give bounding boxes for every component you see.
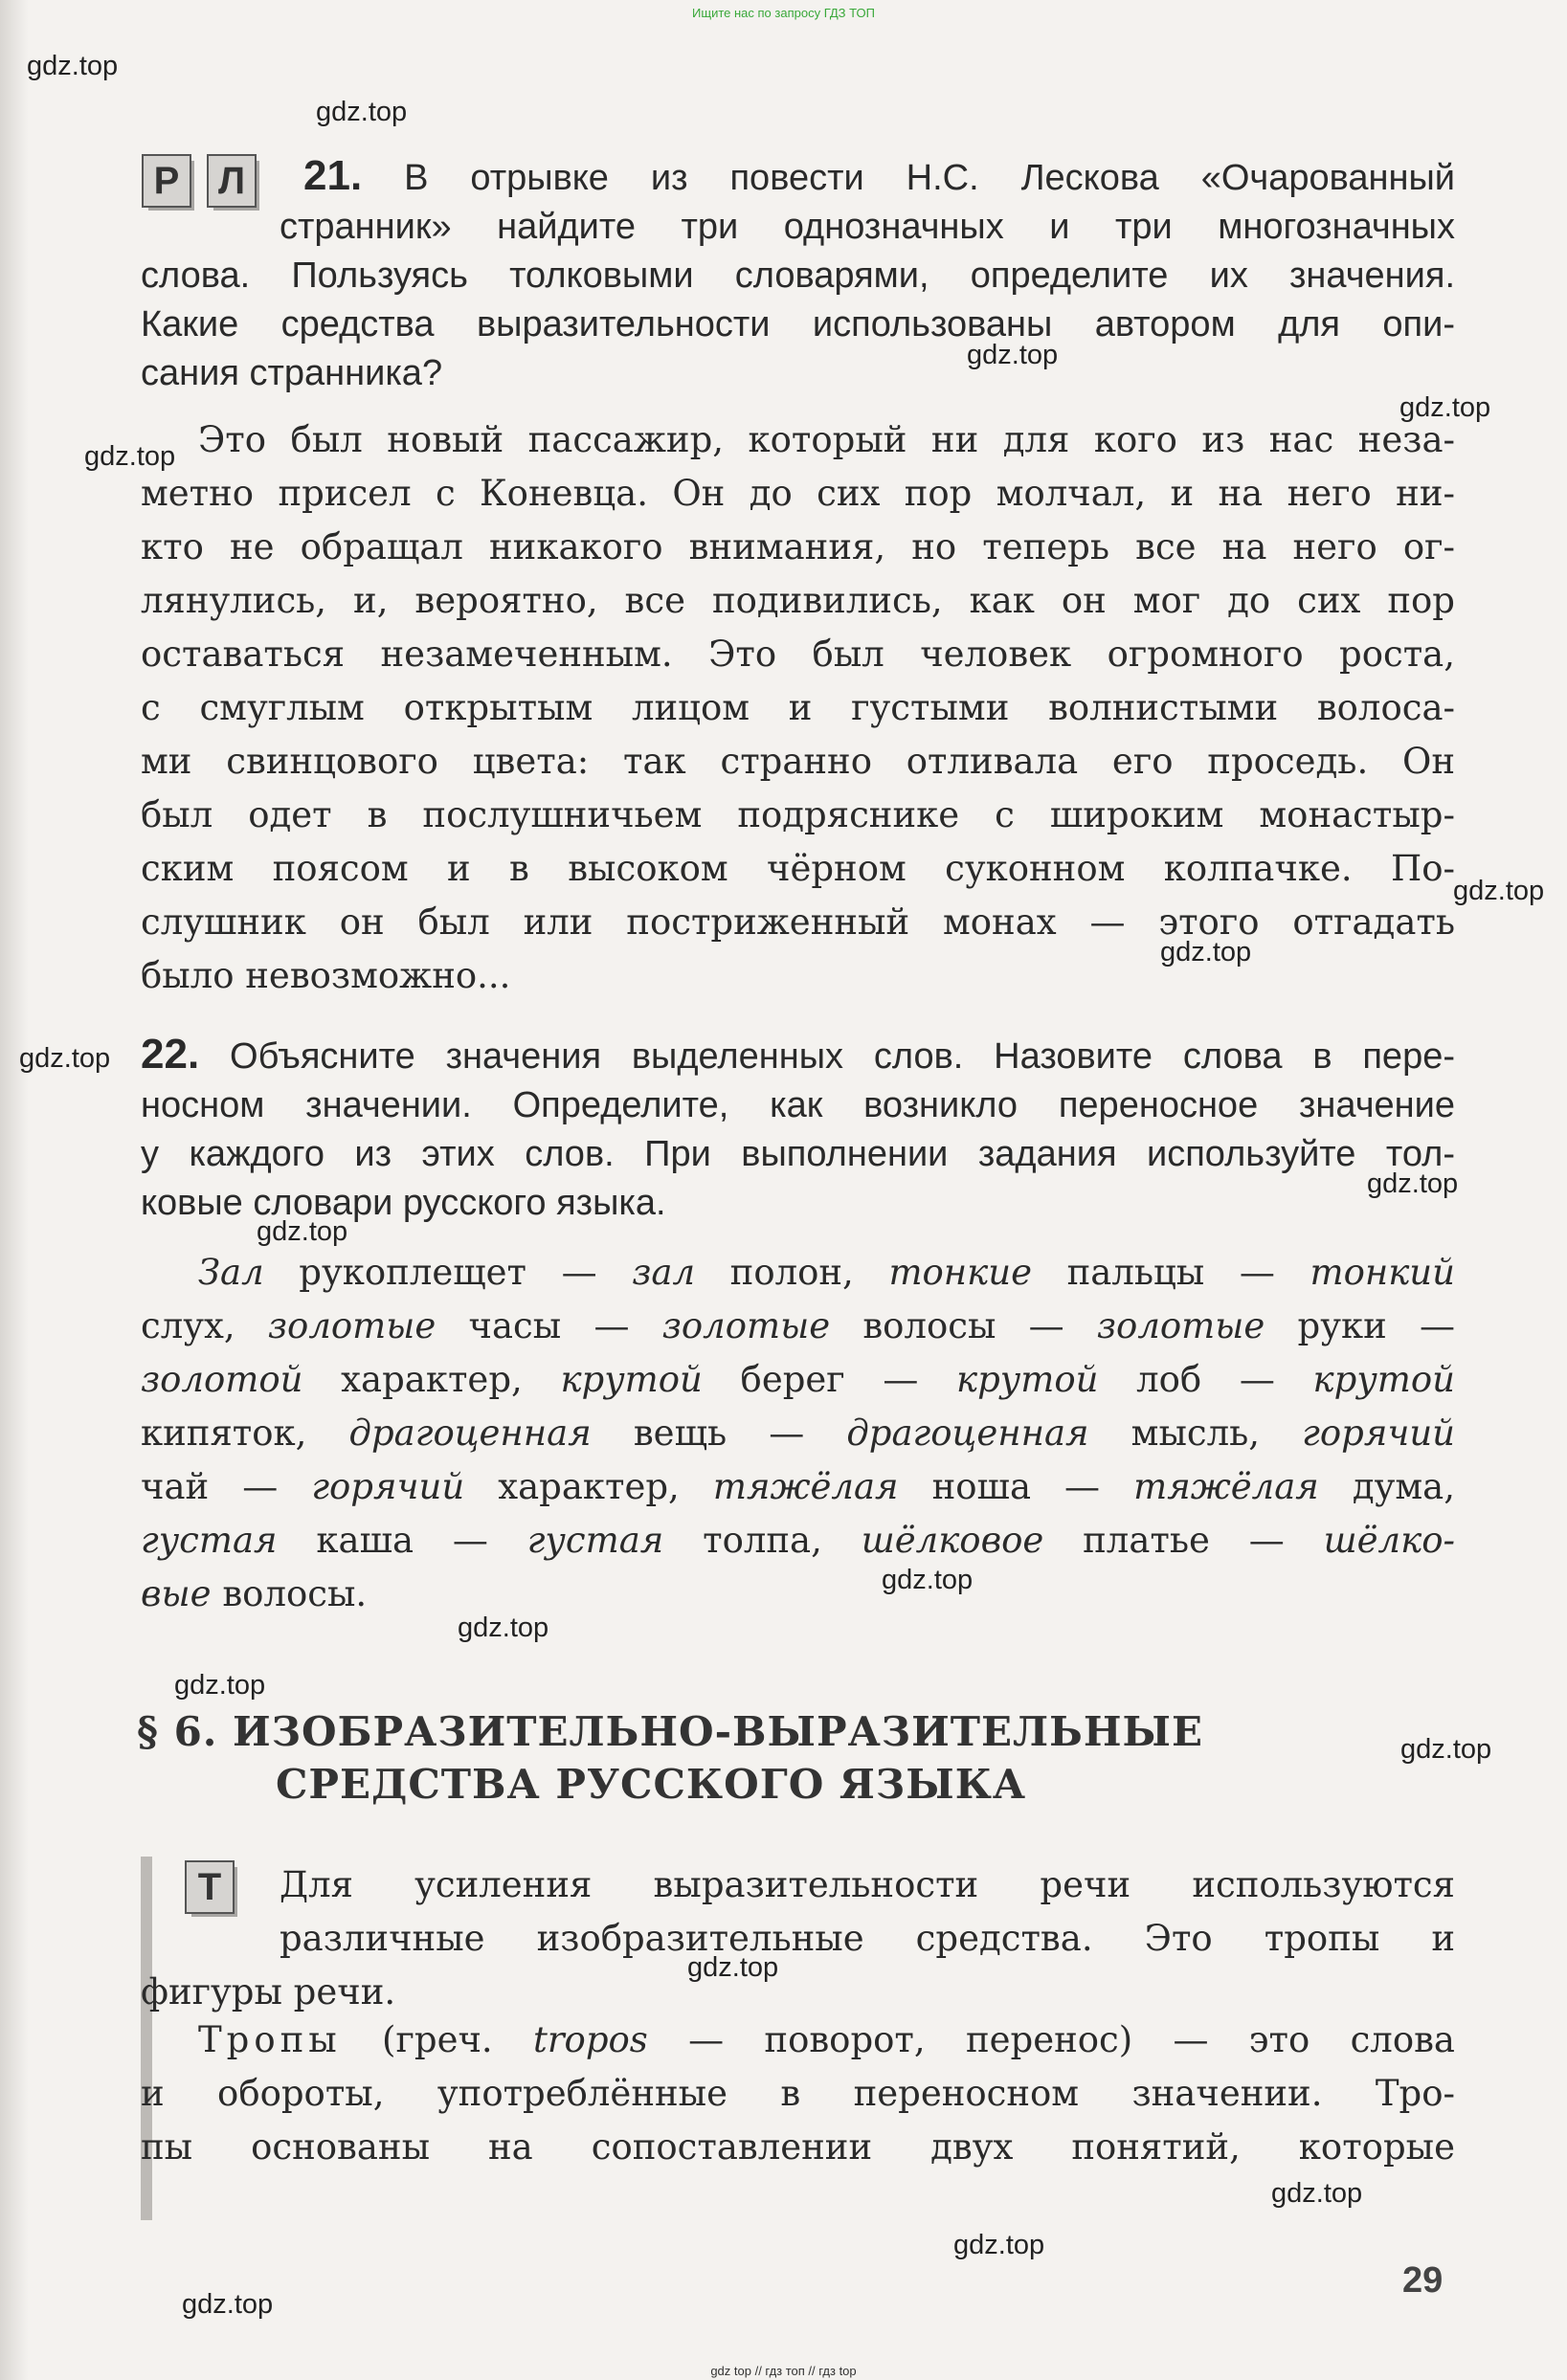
watermark: gdz.top <box>1367 1168 1459 1199</box>
watermark: gdz.top <box>1400 1734 1492 1765</box>
bottom-footer-note: gdz top // гдз топ // гдз top <box>710 2364 857 2378</box>
watermark: gdz.top <box>953 2230 1045 2260</box>
section-title-line: § 6. ИЗОБРАЗИТЕЛЬНО-ВЫРАЗИТЕЛЬНЫЕ <box>137 1708 1203 1755</box>
text-line: с смуглым открытым лицом и густыми волнистыми волоса- <box>141 687 1455 728</box>
task-line: 22. Объясните значения выделенных слов. Назовите слова в пере- <box>141 1031 1455 1078</box>
watermark: gdz.top <box>316 97 408 127</box>
section-title-line: СРЕДСТВА РУССКОГО ЯЗЫКА <box>276 1761 1027 1808</box>
task-line: сания странника? <box>141 353 443 393</box>
watermark: gdz.top <box>1453 876 1545 906</box>
exercise-number: 22. <box>141 1031 200 1078</box>
badge-speech: Р <box>142 154 191 208</box>
watermark: gdz.top <box>882 1565 974 1595</box>
watermark: gdz.top <box>182 2289 274 2320</box>
example-line: чай — горячий характер, тяжёлая ноша — тяжёлая дума, <box>141 1466 1455 1507</box>
example-line: кипяток, драгоценная вещь — драгоценная мысль, горячий <box>141 1412 1455 1454</box>
tropes-definition <box>141 2013 1455 2174</box>
badge-lexicon: Л <box>207 154 257 208</box>
task-line: ковые словари русского языка. <box>141 1183 666 1223</box>
exercise-21-text <box>141 413 1455 1003</box>
text-line: слушник он был или постриженный монах — этого отгадать <box>141 901 1455 943</box>
watermark: gdz.top <box>967 340 1059 370</box>
task-line: слова. Пользуясь толковыми словарями, определите их значения. <box>141 256 1455 296</box>
exercise-number: 21. <box>303 152 363 199</box>
watermark: gdz.top <box>257 1216 348 1247</box>
example-line: Зал рукоплещет — зал полон, тонкие пальцы — тонкий <box>198 1252 1455 1293</box>
text-line: кто не обращал никакого внимания, но теперь все на него ог- <box>141 526 1455 567</box>
section-intro <box>141 1858 1455 2019</box>
badge-theory: Т <box>185 1860 235 1914</box>
watermark: gdz.top <box>458 1613 549 1643</box>
example-line: золотой характер, крутой берег — крутой лоб — крутой <box>141 1359 1455 1400</box>
example-line: густая каша — густая толпа, шёлковое платье — шёлко- <box>141 1520 1455 1561</box>
top-search-note: Ищите нас по запросу ГДЗ ТОП <box>692 6 875 20</box>
watermark: gdz.top <box>84 441 176 472</box>
page-number: 29 <box>1402 2260 1444 2301</box>
watermark: gdz.top <box>1160 937 1252 968</box>
text-line: ским поясом и в высоком чёрном суконном колпачке. По- <box>141 848 1455 889</box>
tropes-term: Тропы <box>198 2019 342 2060</box>
example-line: вые волосы. <box>141 1573 368 1614</box>
watermark: gdz.top <box>1399 392 1491 423</box>
watermark: gdz.top <box>1271 2178 1363 2209</box>
definition-line: и обороты, употреблённые в переносном значении. Тро- <box>141 2073 1455 2114</box>
definition-line: Тропы (греч. tropos — поворот, перенос) — это слова <box>198 2019 1455 2060</box>
task-line: носном значении. Определите, как возникло переносное значение <box>141 1085 1455 1125</box>
text-line: лянулись, и, вероятно, все подивились, как он мог до сих пор <box>141 580 1455 621</box>
text-line: было невозможно... <box>141 955 511 996</box>
example-line: слух, золотые часы — золотые волосы — золотые руки — <box>141 1305 1456 1346</box>
exercise-22-task <box>141 1030 1455 1228</box>
text-line: оставаться незамеченным. Это был человек огромного роста, <box>141 634 1455 675</box>
page-edge-shadow <box>0 0 29 2380</box>
task-line: Какие средства выразительности использованы автором для опи- <box>141 304 1455 345</box>
watermark: gdz.top <box>19 1043 111 1074</box>
task-line: странник» найдите три однозначных и три многозначных <box>280 207 1455 247</box>
watermark: gdz.top <box>687 1952 779 1983</box>
text-line: Это был новый пассажир, который ни для кого из нас неза- <box>198 419 1455 460</box>
watermark: gdz.top <box>27 51 119 81</box>
text-line: метно присел с Коневца. Он до сих пор молчал, и на него ни- <box>141 473 1455 514</box>
intro-line: различные изобразительные средства. Это тропы и <box>280 1918 1455 1959</box>
definition-line: пы основаны на сопоставлении двух понятий, которые <box>141 2126 1455 2168</box>
watermark: gdz.top <box>174 1670 266 1701</box>
intro-line: Для усиления выразительности речи используются <box>280 1864 1455 1905</box>
task-line: 21. В отрывке из повести Н.С. Лескова «Очарованный <box>303 152 1456 199</box>
task-line: у каждого из этих слов. При выполнении задания используйте тол- <box>141 1134 1455 1174</box>
exercise-21-task <box>141 151 1455 398</box>
intro-line: фигуры речи. <box>141 1971 396 2013</box>
exercise-22-examples <box>141 1246 1455 1621</box>
text-line: был одет в послушничьем подряснике с широким монастыр- <box>141 794 1455 835</box>
text-line: ми свинцового цвета: так странно отливала его проседь. Он <box>141 741 1455 782</box>
